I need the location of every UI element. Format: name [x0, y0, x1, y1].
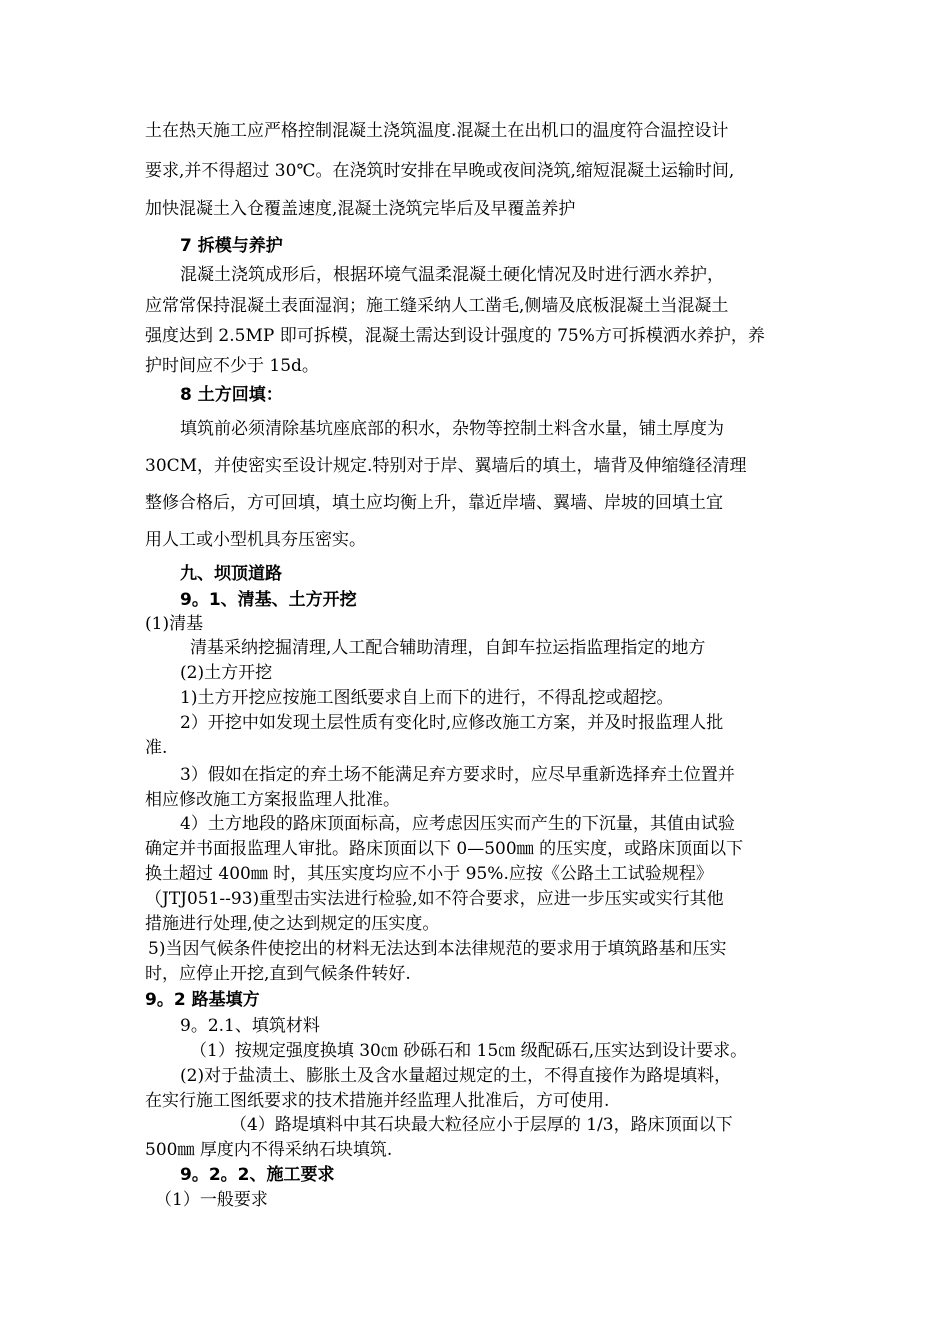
section-heading-7: 7 拆模与养护: [180, 236, 283, 256]
paragraph-line: （JTJ051--93)重型击实法进行检验,如不符合要求，应进一步压实或实行其他: [145, 889, 724, 909]
list-item: 5)当因气候条件使挖出的材料无法达到本法律规范的要求用于填筑路基和压实: [148, 939, 727, 959]
paragraph-line: 准.: [145, 738, 168, 758]
paragraph-line: 500㎜ 厚度内不得采纳石块填筑.: [145, 1140, 393, 1160]
list-item: (2)对于盐渍土、膨胀土及含水量超过规定的土，不得直接作为路堤填料，: [180, 1066, 732, 1086]
list-item: 4）土方地段的路床顶面标高，应考虑因压实而产生的下沉量，其值由试验: [180, 814, 735, 834]
list-item: 1)土方开挖应按施工图纸要求自上而下的进行，不得乱挖或超挖。: [180, 688, 674, 708]
section-heading-9: 九、坝顶道路: [180, 564, 282, 584]
paragraph-line: 加快混凝土入仓覆盖速度,混凝土浇筑完毕后及早覆盖养护: [145, 199, 576, 219]
sub-heading: (1)清基: [145, 614, 204, 634]
paragraph-line: 要求,并不得超过 30℃。在浇筑时安排在早晚或夜间浇筑,缩短混凝土运输时间,: [145, 161, 735, 181]
paragraph-line: 确定并书面报监理人审批。路床顶面以下 0—500㎜ 的压实度，或路床顶面以下: [145, 839, 744, 859]
paragraph-line: 土在热天施工应严格控制混凝土浇筑温度.混凝土在出机口的温度符合温控设计: [145, 121, 729, 141]
list-item: 2）开挖中如发现土层性质有变化时,应修改施工方案，并及时报监理人批: [180, 713, 724, 733]
paragraph-line: 措施进行处理,使之达到规定的压实度。: [145, 914, 440, 934]
paragraph-line: 强度达到 2.5MP 即可拆模，混凝土需达到设计强度的 75%方可拆模洒水养护，养: [145, 326, 765, 346]
section-heading-9-2: 9。2 路基填方: [145, 990, 260, 1010]
paragraph-line: 应常常保持混凝土表面湿润；施工缝采纳人工凿毛,侧墙及底板混凝土当混凝土: [145, 296, 729, 316]
section-heading-9-2-2: 9。2。2、施工要求: [180, 1165, 335, 1185]
section-heading-8: 8 土方回填：: [180, 385, 283, 405]
sub-heading: 9。2.1、填筑材料: [180, 1016, 320, 1036]
list-item: 3）假如在指定的弃土场不能满足弃方要求时，应尽早重新选择弃土位置并: [180, 765, 735, 785]
sub-heading: （1）一般要求: [155, 1190, 268, 1210]
list-item: （1）按规定强度换填 30㎝ 砂砾石和 15㎝ 级配砾石,压实达到设计要求。: [190, 1041, 748, 1061]
paragraph-line: 30CM，并使密实至设计规定.特别对于岸、翼墙后的填土，墙背及伸缩缝径清理: [145, 456, 747, 476]
paragraph-line: 清基采纳挖掘清理,人工配合辅助清理，自卸车拉运指监理指定的地方: [190, 638, 706, 658]
paragraph-line: 在实行施工图纸要求的技术措施并经监理人批准后，方可使用.: [145, 1091, 610, 1111]
sub-heading: (2)土方开挖: [180, 663, 273, 683]
paragraph-line: 护时间应不少于 15d。: [145, 356, 319, 376]
paragraph-line: 用人工或小型机具夯压密实。: [145, 530, 366, 550]
paragraph-line: 换土超过 400㎜ 时，其压实度均应不小于 95%.应按《公路土工试验规程》: [145, 864, 713, 884]
paragraph-line: 整修合格后，方可回填，填土应均衡上升，靠近岸墙、翼墙、岸坡的回填土宜: [145, 493, 723, 513]
paragraph-line: 时，应停止开挖,直到气候条件转好.: [145, 964, 411, 984]
list-item: （4）路堤填料中其石块最大粒径应小于层厚的 1/3，路床顶面以下: [230, 1115, 733, 1135]
paragraph-line: 混凝土浇筑成形后，根据环境气温柔混凝土硬化情况及时进行洒水养护，: [180, 265, 724, 285]
paragraph-line: 填筑前必须清除基坑座底部的积水，杂物等控制土料含水量，铺土厚度为: [180, 419, 724, 439]
paragraph-line: 相应修改施工方案报监理人批准。: [145, 790, 400, 810]
section-heading-9-1: 9。1、清基、土方开挖: [180, 590, 357, 610]
